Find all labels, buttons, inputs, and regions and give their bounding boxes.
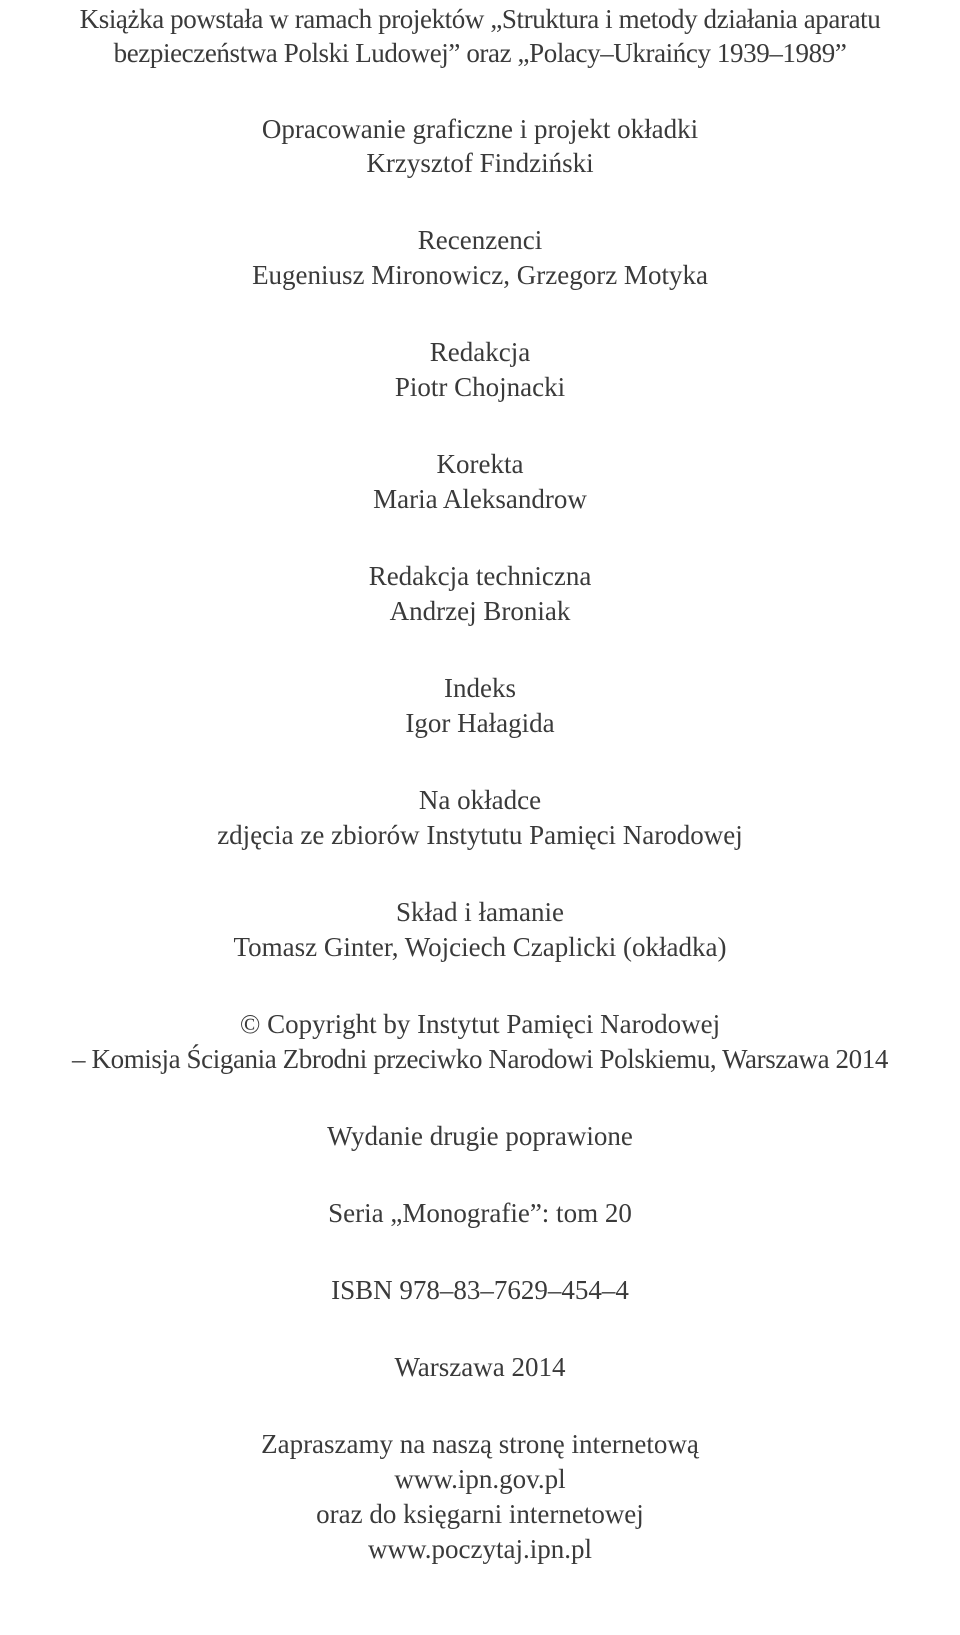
website-link[interactable]: www.ipn.gov.pl	[394, 1464, 566, 1494]
credit-role-graphic-design: Opracowanie graficzne i projekt okładki	[261, 114, 699, 144]
series-note: Seria „Monografie”: tom 20	[328, 1198, 632, 1228]
credit-name-typesetting: Tomasz Ginter, Wojciech Czaplicki (okładka)	[233, 932, 727, 962]
copyright-line-1: © Copyright by Instytut Pamięci Narodowej	[239, 1009, 721, 1039]
credit-name-editing: Piotr Chojnacki	[394, 372, 566, 402]
credit-role-proofreading: Korekta	[436, 449, 524, 479]
invite-bookstore-text: oraz do księgarni internetowej	[316, 1499, 644, 1529]
bookstore-link[interactable]: www.poczytaj.ipn.pl	[368, 1534, 592, 1564]
credit-role-typesetting: Skład i łamanie	[396, 897, 564, 927]
copyright-line-2: – Komisja Ścigania Zbrodni przeciwko Narodowi Polskiemu, Warszawa 2014	[72, 1044, 888, 1074]
isbn: ISBN 978–83–7629–454–4	[331, 1275, 629, 1305]
project-note-line-2: bezpieczeństwa Polski Ludowej” oraz „Polacy–Ukraińcy 1939–1989”	[113, 38, 847, 68]
credit-role-index: Indeks	[444, 673, 516, 703]
credit-name-proofreading: Maria Aleksandrow	[373, 484, 587, 514]
credit-name-reviewers: Eugeniusz Mironowicz, Grzegorz Motyka	[252, 260, 708, 290]
credit-role-cover: Na okładce	[418, 785, 542, 815]
credit-name-technical-editing: Andrzej Broniak	[389, 596, 571, 626]
credit-name-index: Igor Hałagida	[405, 708, 555, 738]
credit-role-reviewers: Recenzenci	[417, 225, 543, 255]
invite-website-text: Zapraszamy na naszą stronę internetową	[261, 1429, 699, 1459]
project-note-line-1: Książka powstała w ramach projektów „Struktura i metody działania aparatu	[79, 4, 881, 34]
credit-role-technical-editing: Redakcja techniczna	[368, 561, 592, 591]
credit-name-cover: zdjęcia ze zbiorów Instytutu Pamięci Narodowej	[217, 820, 743, 850]
place-year: Warszawa 2014	[394, 1352, 566, 1382]
edition-note: Wydanie drugie poprawione	[327, 1121, 633, 1151]
credit-name-graphic-design: Krzysztof Findziński	[366, 148, 594, 178]
credit-role-editing: Redakcja	[429, 337, 531, 367]
